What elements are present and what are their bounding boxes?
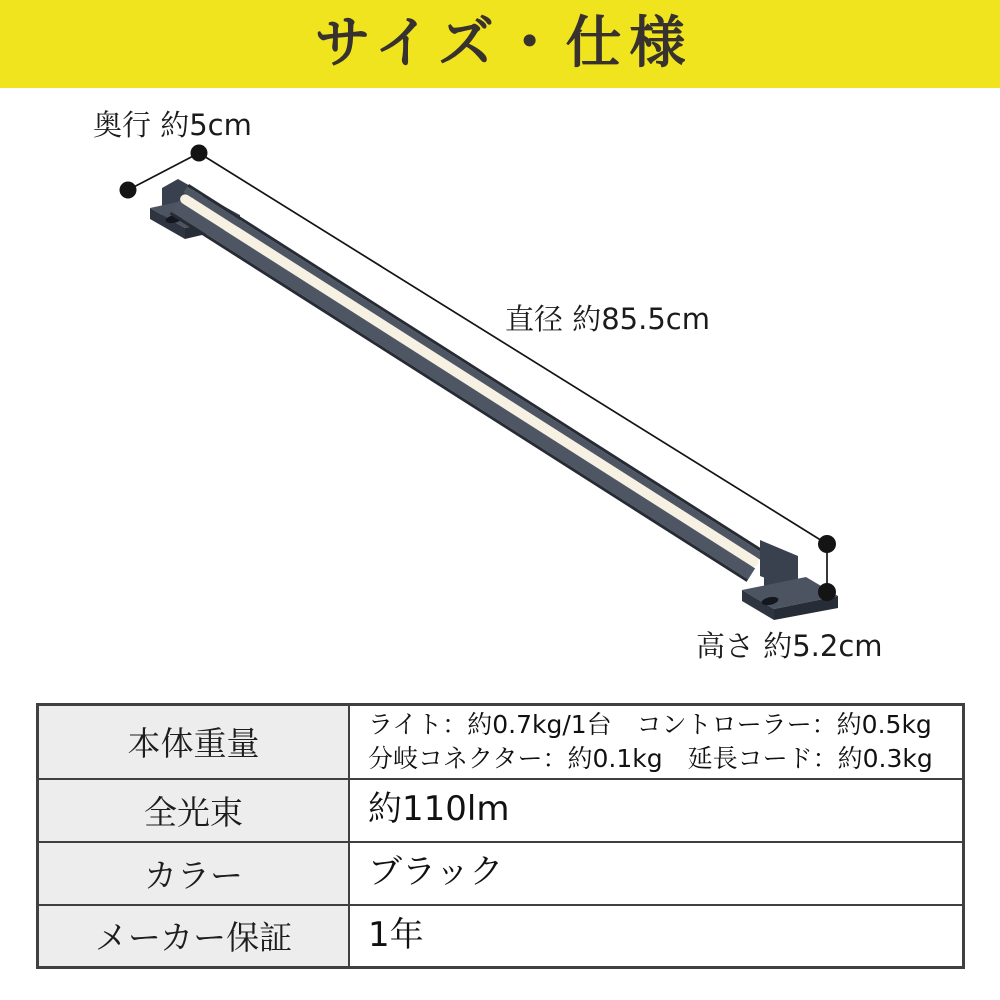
spec-table [36,703,965,969]
table-row [38,779,964,842]
dimension-dot [191,145,208,162]
spec-label-color [38,842,350,905]
length-label: 直径 約85.5cm [505,302,710,336]
bar-top-face [184,187,765,560]
depth-dimension-line [128,153,199,190]
spec-label-text: カラー [144,855,243,895]
dimension-dot [818,535,836,553]
spec-value-color [349,842,964,905]
table-row [38,705,964,779]
spec-value-luminous-flux [349,779,964,842]
spec-value-line: 約110lm [368,789,510,830]
depth-label: 奥行 約5cm [93,108,252,142]
spec-value-warranty [349,905,964,968]
dimension-dot [120,182,137,199]
spec-label-weight [38,705,350,779]
page-title: サイズ・仕様 [314,11,694,76]
dimension-dot [818,583,836,601]
table-row [38,905,964,968]
spec-label-warranty [38,905,350,968]
light-bar-illustration [0,88,1000,702]
bar-bottom-edge [170,212,748,582]
title-banner [0,0,1000,88]
product-diagram [0,88,1000,702]
light-bar [170,184,766,582]
length-dimension-line [199,153,827,544]
spec-value-line: 分岐コネクター：約0.1kg 延長コード：約0.3kg [368,743,933,773]
spec-label-text: 全光束 [144,792,243,832]
spec-value-weight [349,705,964,779]
height-label: 高さ 約5.2cm [696,629,883,663]
bar-side-face [171,201,755,579]
bar-top-edge [187,184,765,554]
led-strip [178,192,760,568]
spec-label-text: メーカー保証 [94,918,293,958]
spec-label-luminous-flux [38,779,350,842]
spec-label-text: 本体重量 [127,724,260,764]
spec-value-line: 1年 [368,914,424,955]
spec-value-line: ライト：約0.7kg/1台 コントローラー：約0.5kg [368,710,932,739]
table-row [38,842,964,905]
spec-value-line: ブラック [368,852,504,893]
